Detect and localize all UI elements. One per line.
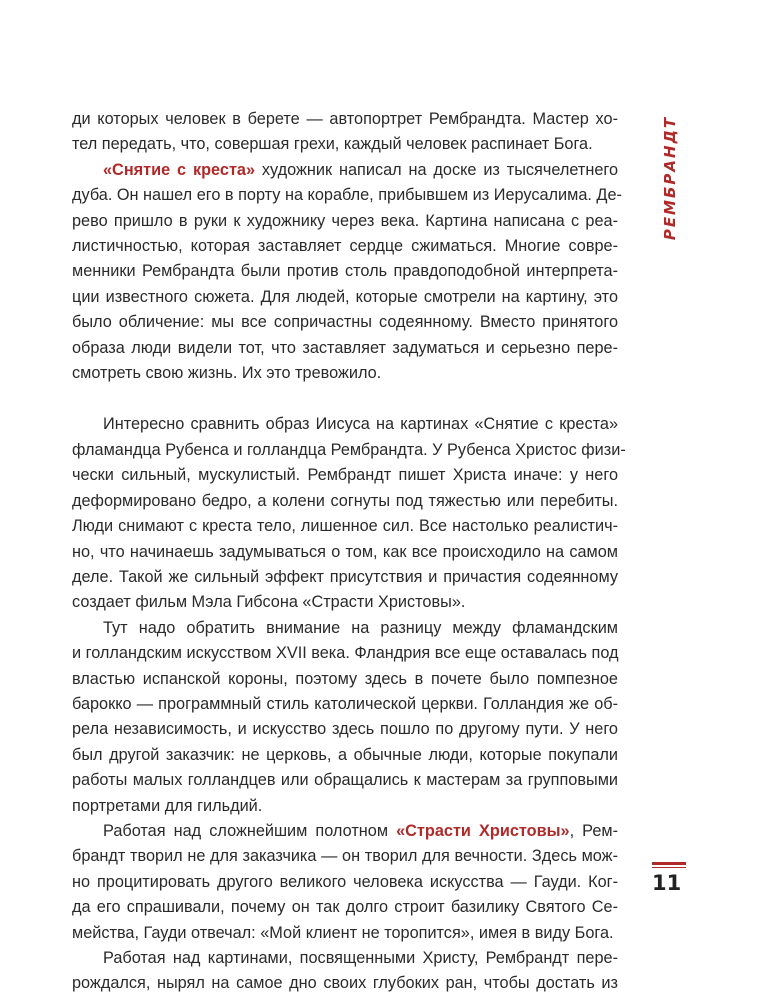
text-line: Работая над картинами, посвященными Христу, Рембрандт пере-	[103, 949, 618, 967]
text-line: фламандца Рубенса и голландца Рембрандта. У Рубенса Христос физи-	[72, 440, 626, 459]
text-line: создает фильм Мэла Гибсона «Страсти Христовы».	[72, 593, 466, 612]
text-line: листичностью, которая заставляет сердце сжиматься. Многие совре-	[72, 237, 618, 256]
text-line: и голландским искусством XVII века. Фландрия все еще оставалась под	[72, 644, 619, 663]
text-line: рела независимость, и искусство здесь пошло по другому пути. У него	[72, 720, 618, 739]
text-line: ди которых человек в берете — автопортрет Рембрандта. Мастер хо-	[72, 110, 618, 128]
highlighted-title: «Снятие с креста»	[103, 160, 256, 179]
text-line: да его спрашивали, почему он так долго строит базилику Святого Се-	[72, 898, 618, 917]
paragraph-2	[72, 158, 622, 387]
text-line: рево пришло в руки к художнику через века. Картина написана с реа-	[72, 211, 618, 230]
page-number: 11	[652, 871, 682, 895]
text-line: было обличение: мы все сопричастны содеянному. Вместо принятого	[72, 313, 618, 332]
text-line: портретами для гильдий.	[72, 796, 263, 815]
text-line: но процитировать другого великого человека искусства — Гауди. Ког-	[72, 872, 618, 891]
text-line: был другой заказчик: не церковь, а обычные люди, которые покупали	[72, 745, 618, 764]
paragraph-5	[72, 819, 618, 946]
page-number-rule	[652, 862, 686, 865]
running-title-text: РЕМБРАНДТ	[661, 115, 680, 241]
paragraph-6	[72, 946, 618, 997]
paragraph-spacer	[72, 386, 618, 412]
text-line: работы малых голландцев или обращались к мастерам за групповыми	[72, 771, 618, 790]
text-line: деформировано бедро, а колени согнуты под тяжестью или перебиты.	[72, 491, 618, 510]
text-line: образа люди видели тот, что заставляет задуматься и серьезно пере-	[72, 338, 618, 357]
text-line: властью испанской короны, поэтому здесь в почете было помпезное	[72, 669, 618, 688]
text-line: барокко — программный стиль католической церкви. Голландия же об-	[72, 694, 618, 713]
text-line: Люди снимают с креста тело, лишенное сил. Все настолько реалистич-	[72, 517, 618, 536]
text-line: ции известного сюжета. Для людей, которые смотрели на картину, это	[72, 287, 618, 306]
body-text	[72, 107, 626, 997]
text-segment: Работая над сложнейшим полотном	[103, 821, 397, 840]
text-line: смотреть свою жизнь. Их это тревожило.	[72, 364, 382, 383]
text-line: Тут надо обратить внимание на разницу между фламандским	[103, 618, 618, 637]
text-segment: художник написал на доске из тысячелетнего	[255, 160, 619, 179]
paragraph-3	[72, 412, 626, 615]
text-line	[72, 158, 618, 183]
page-number-block	[652, 862, 692, 895]
text-segment: , Рем-	[569, 821, 618, 840]
text-line: брандт творил не для заказчика — он творил для вечности. Здесь мож-	[72, 847, 618, 866]
text-line: но, что начинаешь задумываться о том, как все происходило на самом	[72, 542, 618, 561]
paragraph-1	[72, 107, 618, 158]
page-number-rule-thin	[652, 867, 686, 868]
highlighted-title: «Страсти Христовы»	[396, 821, 570, 840]
text-line: мейства, Гауди отвечал: «Мой клиент не торопится», имея в виду Бога.	[72, 923, 614, 942]
text-line: чески сильный, мускулистый. Рембрандт пишет Христа иначе: у него	[72, 466, 618, 485]
text-line: тел передать, что, совершая грехи, каждый человек распинает Бога.	[72, 135, 593, 154]
paragraph-4	[72, 616, 618, 819]
running-title	[656, 115, 684, 241]
text-line: дуба. Он нашел его в порту на корабле, прибывшем из Иерусалима. Де-	[72, 186, 622, 205]
text-line: Интересно сравнить образ Иисуса на картинах «Снятие с креста»	[103, 415, 618, 434]
text-line: деле. Такой же сильный эффект присутствия и причастия содеянному	[72, 567, 618, 586]
text-line: рождался, нырял на самое дно своих глубоких ран, чтобы достать из	[72, 974, 618, 993]
text-line: менники Рембрандта были против столь правдоподобной интерпрета-	[72, 262, 618, 281]
text-line	[72, 819, 618, 844]
